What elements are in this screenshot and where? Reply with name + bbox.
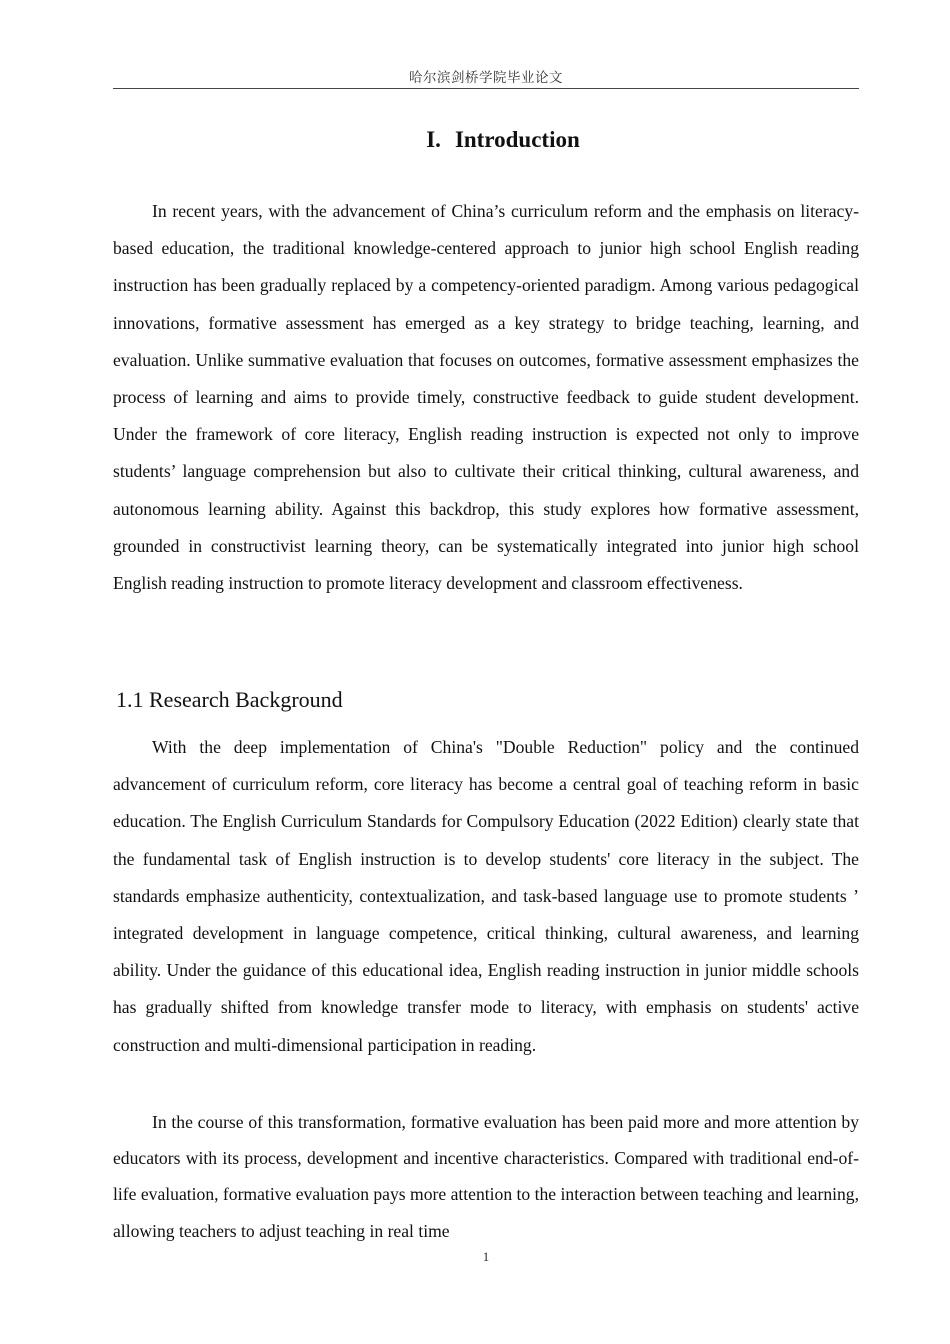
intro-paragraph: In recent years, with the advancement of China’s curriculum reform and the emphasis on literacy-based education, the traditional knowledge-centered approach to junior high school English reading instruction has been gradually replaced by a competency-oriented paradigm. Among various pedagogical innovations, formative assessment has emerged as a key strategy to bridge teaching, learning, and evaluation. Unlike summative evaluation that focuses on outcomes, formative assessment emphasizes the process of learning and aims to provide timely, constructive feedback to guide student development. Under the framework of core literacy, English reading instruction is expected not only to improve students’ language comprehension but also to cultivate their critical thinking, cultural awareness, and autonomous learning ability. Against this backdrop, this study explores how formative assessment, grounded in constructivist learning theory, can be systematically integrated into junior high school English reading instruction to promote literacy development and classroom effectiveness.	[113, 201, 859, 594]
section-heading: 1.1 Research Background	[116, 687, 343, 712]
page-number: 1	[482, 1250, 490, 1264]
chapter-number: I.	[426, 127, 441, 152]
running-header: 哈尔滨剑桥学院毕业论文	[409, 70, 563, 85]
chapter-title-text: Introduction	[454, 127, 580, 152]
background-paragraph-1: With the deep implementation of China's "Double Reduction" policy and the continued advancement of curriculum reform, core literacy has become a central goal of teaching reform in basic education. The English Curriculum Standards for Compulsory Education (2022 Edition) clearly state that the fundamental task of English instruction is to develop students' core literacy in the subject. The standards emphasize authenticity, contextualization, and task-based language use to promote students ’ integrated development in language competence, critical thinking, cultural awareness, and learning ability. Under the guidance of this educational idea, English reading instruction in junior middle schools has gradually shifted from knowledge transfer mode to literacy, with emphasis on students' active construction and multi-dimensional participation in reading.	[113, 737, 859, 1055]
background-paragraph-2: In the course of this transformation, formative evaluation has been paid more and more attention by educators with its process, development and incentive characteristics. Compared with traditional end-of-life evaluation, formative evaluation pays more attention to the interaction between teaching and learning, allowing teachers to adjust teaching in real time	[113, 1112, 859, 1241]
chapter-title	[113, 124, 859, 156]
header-rule	[113, 88, 859, 89]
